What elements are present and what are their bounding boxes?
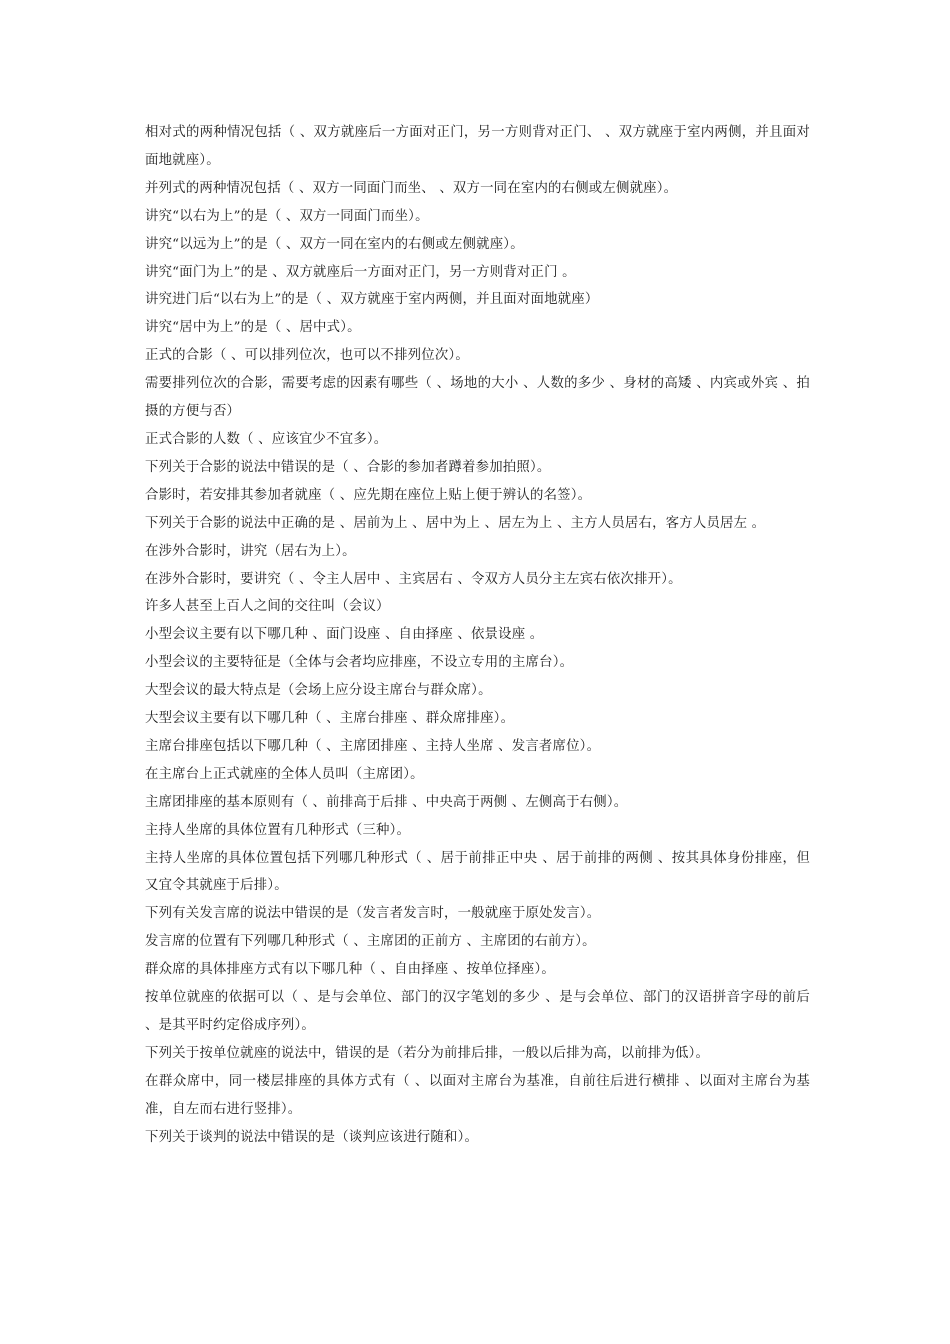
paragraph: 在涉外合影时，讲究（居右为上）。 (145, 543, 356, 559)
paragraph: 主持人坐席的具体位置包括下列哪几种形式（ 、居于前排正中央 、居于前排的两侧 、按其具体身份排座，但又宜令其就座于后排）。 (145, 850, 810, 894)
paragraph: 下列有关发言席的说法中错误的是（发言者发言时，一般就座于原处发言）。 (145, 906, 601, 922)
paragraph: 在涉外合影时，要讲究（ 、令主人居中 、主宾居右 、令双方人员分主左宾右依次排开）。 (145, 571, 682, 587)
paragraph: 讲究进门后“以右为上”的是（ 、双方就座于室内两侧，并且面对面地就座） (145, 292, 599, 308)
paragraph: 讲究“以右为上”的是（ 、双方一同面门而坐）。 (145, 208, 429, 224)
paragraph: 下列关于按单位就座的说法中，错误的是（若分为前排后排，一般以后排为高，以前排为低）。 (145, 1045, 710, 1061)
paragraph: 主持人坐席的具体位置有几种形式（三种）。 (145, 822, 411, 838)
paragraph: 发言席的位置有下列哪几种形式（ 、主席团的正前方 、主席团的右前方）。 (145, 934, 596, 950)
paragraph: 并列式的两种情况包括（ 、双方一同面门而坐、 、双方一同在室内的右侧或左侧就座）。 (145, 180, 678, 196)
paragraph: 许多人甚至上百人之间的交往叫（会议） (145, 599, 390, 615)
paragraph: 合影时，若安排其参加者就座（ 、应先期在座位上贴上便于辨认的名签）。 (145, 487, 592, 503)
paragraph: 讲究“以远为上”的是（ 、双方一同在室内的右侧或左侧就座）。 (145, 236, 524, 252)
paragraph: 小型会议主要有以下哪几种 、面门设座 、自由择座 、依景设座 。 (145, 627, 544, 643)
paragraph: 讲究“面门为上”的是 、双方就座后一方面对正门，另一方则背对正门 。 (145, 264, 576, 280)
paragraph: 主席团排座的基本原则有（ 、前排高于后排 、中央高于两侧 、左侧高于右侧）。 (145, 794, 628, 810)
paragraph: 正式的合影（ 、可以排列位次，也可以不排列位次）。 (145, 348, 469, 364)
paragraph: 群众席的具体排座方式有以下哪几种（ 、自由择座 、按单位择座）。 (145, 962, 555, 978)
paragraph: 下列关于合影的说法中正确的是 、居前为上 、居中为上 、居左为上 、主方人员居右，客方人员居左 。 (145, 515, 766, 531)
paragraph: 讲究“居中为上”的是（ 、居中式）。 (145, 320, 361, 336)
paragraph: 主席台排座包括以下哪几种（ 、主席团排座 、主持人坐席 、发言者席位）。 (145, 738, 601, 754)
paragraph: 大型会议的最大特点是（会场上应分设主席台与群众席）。 (145, 683, 492, 699)
paragraph: 下列关于谈判的说法中错误的是（谈判应该进行随和）。 (145, 1129, 479, 1145)
document-body (145, 119, 810, 1152)
paragraph: 小型会议的主要特征是（全体与会者均应排座，不设立专用的主席台）。 (145, 655, 574, 671)
paragraph: 大型会议主要有以下哪几种（ 、主席台排座 、群众席排座）。 (145, 711, 515, 727)
paragraph: 按单位就座的依据可以（ 、是与会单位、部门的汉字笔划的多少 、是与会单位、部门的汉语拼音字母的前后 、是其平时约定俗成序列）。 (145, 990, 810, 1033)
paragraph: 正式合影的人数（ 、应该宜少不宜多）。 (145, 431, 388, 447)
paragraph: 在主席台上正式就座的全体人员叫（主席团）。 (145, 766, 424, 782)
paragraph: 需要排列位次的合影，需要考虑的因素有哪些（ 、场地的大小 、人数的多少 、身材的高矮 、内宾或外宾 、拍摄的方便与否） (145, 376, 810, 420)
paragraph: 下列关于合影的说法中错误的是（ 、合影的参加者蹲着参加拍照）。 (145, 459, 551, 475)
paragraph: 在群众席中，同一楼层排座的具体方式有（ 、以面对主席台为基准，自前往后进行横排 、以面对主席台为基准，自左而右进行竖排）。 (145, 1073, 810, 1117)
paragraph: 相对式的两种情况包括（ 、双方就座后一方面对正门，另一方则背对正门、 、双方就座于室内两侧，并且面对面地就座）。 (145, 125, 810, 168)
